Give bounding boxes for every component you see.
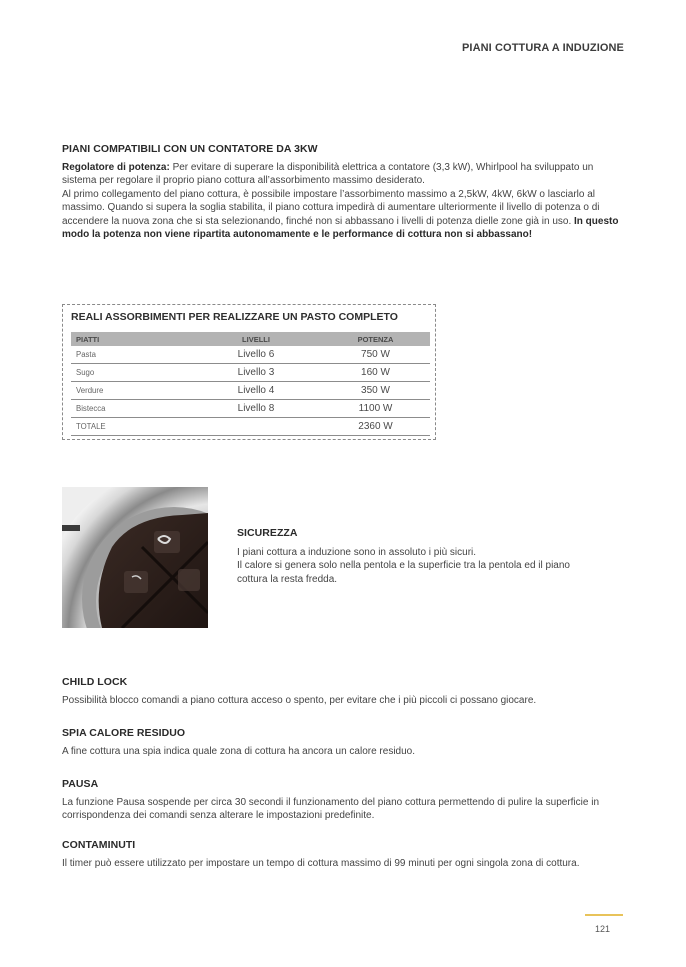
level-cell: Livello 8 [191,400,321,418]
table-title: REALI ASSORBIMENTI PER REALIZZARE UN PASTO COMPLETO [71,311,398,323]
dish-cell: Pasta [71,346,191,364]
power-cell: 350 W [321,382,430,400]
consumption-table [71,332,430,436]
feature-text: La funzione Pausa sospende per circa 30 secondi il funzionamento del piano cottura permettendo di pulire la superficie in corrispondenza dei comandi senza alterare le impostazioni predefinite. [62,797,600,822]
column-header-power: POTENZA [321,332,430,346]
intro-heading: PIANI COMPATIBILI CON UN CONTATORE DA 3KW [62,143,318,155]
feature-pause [62,778,632,823]
consumption-table-box [62,304,436,440]
column-header-dishes: PIATTI [71,332,191,346]
feature-heading: CONTAMINUTI [62,839,136,851]
feature-heading: PAUSA [62,778,99,790]
level-cell [191,418,321,436]
power-cell: 750 W [321,346,430,364]
table-total-row [71,418,430,436]
intro-paragraph-1 [62,161,630,188]
feature-text: Il timer può essere utilizzato per impostare un tempo di cottura massimo di 99 minuti per ogni singola zona di cottura. [62,858,580,869]
feature-text: Possibilità blocco comandi a piano cottura acceso o spento, per evitare che i più piccoli ci possano giocare. [62,695,537,706]
sicurezza-section [237,527,577,586]
page-number: 121 [595,924,611,934]
intro-para2-bold: In questo modo la potenza non viene ripartita autonomamente e le performance di cottura non si abbassano! [62,215,619,241]
sicurezza-line-1: I piani cottura a induzione sono in assoluto i più sicuri. [237,547,477,558]
table-row [71,346,430,364]
table-header-row [71,332,430,346]
chocolate-pan-image-icon [62,487,208,628]
table-row [71,400,430,418]
chocolate-pan-photo [62,487,208,628]
sicurezza-heading: SICUREZZA [237,527,298,539]
column-header-levels: LIVELLI [191,332,321,346]
feature-timer [62,839,632,870]
page-number-accent-rule [585,914,623,916]
feature-text: A fine cottura una spia indica quale zona di cottura ha ancora un calore residuo. [62,746,416,757]
power-cell: 160 W [321,364,430,382]
table-row [71,382,430,400]
intro-paragraph-2 [62,188,630,242]
dish-cell: Sugo [71,364,191,382]
level-cell: Livello 3 [191,364,321,382]
power-cell: 1100 W [321,400,430,418]
dish-cell: Bistecca [71,400,191,418]
total-power-cell: 2360 W [321,418,430,436]
total-label-cell: TOTALE [71,418,191,436]
feature-residual-heat [62,727,632,758]
intro-lead-text: Per evitare di superare la disponibilità elettrica a contatore (3,3 kW), Whirlpool ha sviluppato un sistema per regolare il proprio piano cottura all’assorbimento massimo desiderato. [62,162,594,187]
intro-lead-bold: Regolatore di potenza: [62,162,170,173]
feature-heading: CHILD LOCK [62,676,128,688]
level-cell: Livello 6 [191,346,321,364]
feature-child-lock [62,676,632,707]
feature-heading: SPIA CALORE RESIDUO [62,727,186,739]
running-header: PIANI COTTURA A INDUZIONE [462,42,624,54]
sicurezza-line-2: Il calore si genera solo nella pentola e la superficie tra la pentola ed il piano cottura la resta fredda. [237,560,570,585]
intro-section [62,143,630,241]
dish-cell: Verdure [71,382,191,400]
level-cell: Livello 4 [191,382,321,400]
table-row [71,364,430,382]
intro-para2-text: Al primo collegamento del piano cottura, è possibile impostare l’assorbimento massimo a 2,5kW, 4kW, 6kW o lasciarlo al massimo. Quando si supera la soglia stabilita, il piano cottura impedirà di aumentare ulteriormente il livello di potenza o di accendere la nuova zona che si sta selezionando, finché non si abbassano i livelli di potenza dielle zone già in uso. [62,188,600,227]
